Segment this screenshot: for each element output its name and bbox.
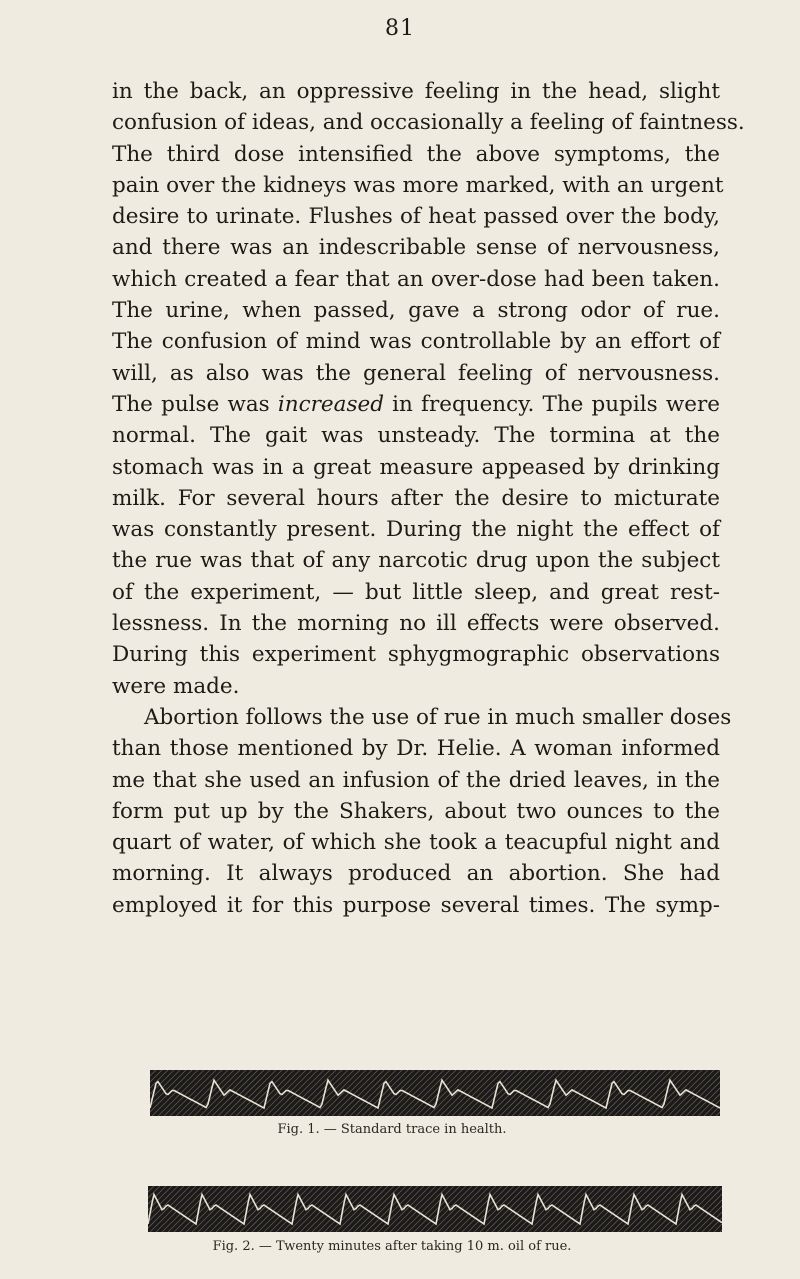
text-line: stomach was in a great measure appeased by drinking: [112, 454, 720, 480]
text-line: were made.: [112, 673, 240, 699]
sphygmograph-trace-1: [150, 1070, 720, 1116]
text-line: of the experiment, — but little sleep, and great rest-: [112, 579, 720, 605]
text-line: During this experiment sphygmographic observations: [112, 642, 720, 668]
text-line: which created a fear that an over-dose had been taken.: [112, 266, 720, 292]
text-line: milk. For several hours after the desire to micturate: [112, 485, 720, 511]
text-line: me that she used an infusion of the dried leaves, in the: [112, 767, 720, 793]
text-segment: in frequency. The pupils were: [383, 391, 720, 417]
sphygmograph-trace-2: [148, 1186, 722, 1232]
text-line: in the back, an oppressive feeling in the head, slight: [112, 79, 720, 104]
text-line: and there was an indescribable sense of nervousness,: [112, 235, 720, 261]
text-line: The confusion of mind was controllable by an effort of: [112, 329, 720, 355]
text-line: form put up by the Shakers, about two ounces to the: [112, 798, 720, 824]
figure-1-caption: Fig. 1. — Standard trace in health.: [277, 1122, 507, 1137]
text-line: confusion of ideas, and occasionally a feeling of faintness.: [112, 110, 745, 136]
text-line: pain over the kidneys was more marked, with an urgent: [112, 172, 724, 198]
paragraph-1: [112, 76, 745, 702]
text-line: will, as also was the general feeling of nervousness.: [112, 360, 720, 386]
text-line: desire to urinate. Flushes of heat passed over the body,: [112, 204, 720, 230]
text-line: quart of water, of which she took a teacupful night and: [112, 830, 720, 856]
text-line: lessness. In the morning no ill effects were observed.: [112, 611, 720, 637]
text-line: than those mentioned by Dr. Helie. A woman informed: [112, 736, 720, 762]
text-line: The third dose intensified the above symptoms, the: [112, 141, 720, 167]
paragraph-2: [112, 702, 732, 921]
text-line: The urine, when passed, gave a strong odor of rue.: [112, 298, 720, 324]
emphasis-increased: increased: [277, 391, 384, 417]
trace-graphic-2: [148, 1186, 722, 1232]
text-line: Abortion follows the use of rue in much smaller doses: [144, 704, 732, 730]
trace-graphic-1: [150, 1070, 720, 1116]
text-line: employed it for this purpose several times. The symp-: [112, 892, 720, 918]
text-line: morning. It always produced an abortion. She had: [112, 861, 720, 887]
text-line: the rue was that of any narcotic drug upon the subject: [112, 548, 720, 574]
text-line: normal. The gait was unsteady. The tormina at the: [112, 423, 720, 449]
text-line: [112, 389, 720, 420]
text-line: was constantly present. During the night the effect of: [112, 517, 720, 543]
figure-2-caption: Fig. 2. — Twenty minutes after taking 10 m. oil of rue.: [212, 1239, 572, 1254]
text-segment: The pulse was: [112, 391, 278, 417]
page-number: 81: [385, 16, 415, 41]
body-text: [112, 76, 745, 921]
